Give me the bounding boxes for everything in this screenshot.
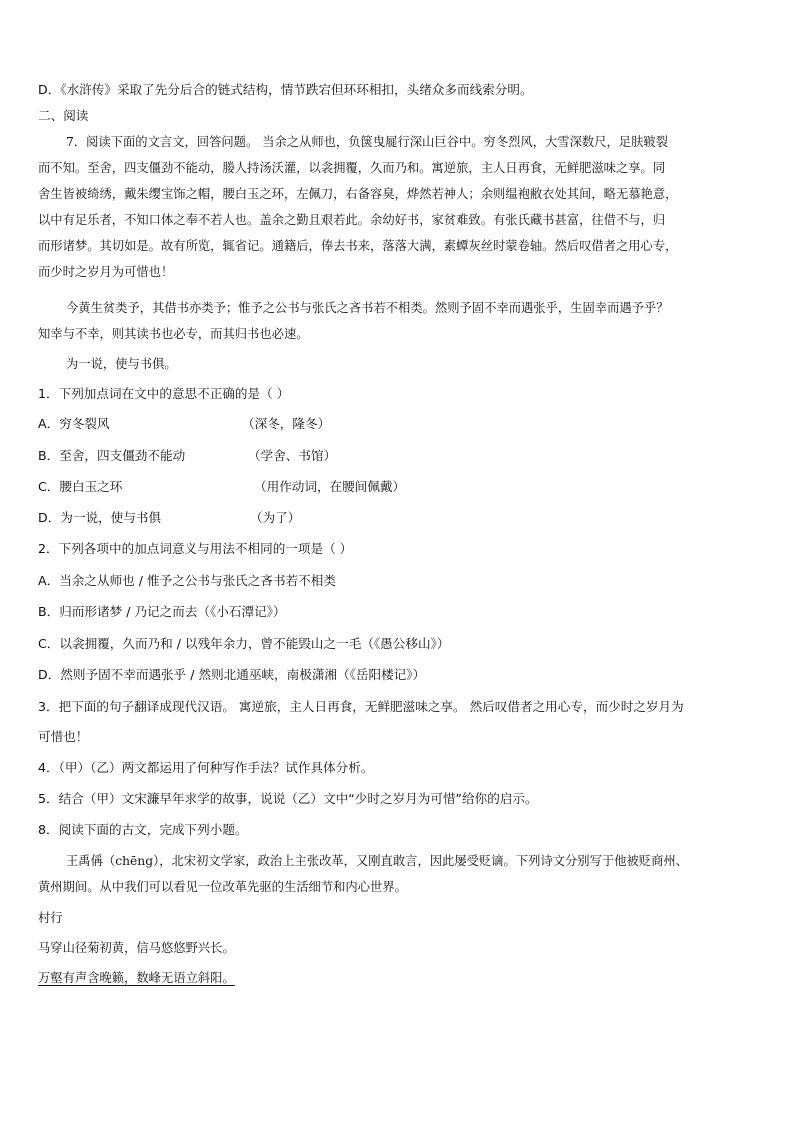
question-1: 1．下列加点词在文中的意思不正确的是（ ） [38,386,290,401]
passage-7-line: 而不知。至舍，四支僵劲不能动，媵人持汤沃灌，以衾拥覆，久而乃和。寓逆旅，主人日再食，无鲜肥滋味之享。同 [38,161,666,175]
q2-option-d: D．然则予固不幸而遇张乎 / 然则北通巫峡，南极潇湘（《岳阳楼记》） [38,667,426,682]
q1-option-c-note: （用作动词，在腰间佩戴） [254,479,406,494]
passage-7-line: 知幸与不幸，则其读书也必专，而其归书也必速。 [38,327,309,341]
question-4: 4．（甲）（乙）两文都运用了何种写作手法？试作具体分析。 [38,760,374,775]
poem-line: 马穿山径菊初黄，信马悠悠野兴长。 [38,941,235,955]
passage-7-line: 以中有足乐者，不知口体之奉不若人也。盖余之勤且艰若此。余幼好书，家贫难致。有张氏藏书甚富，往借不与，归 [38,213,666,227]
section-heading-reading: 二、阅读 [38,108,89,123]
poem-line-underlined: 万壑有声含晚籁，数峰无语立斜阳。 [38,971,235,985]
q1-option-a: A．穷冬裂风 [38,416,110,431]
intro-8-line: 王禹偁（chēng），北宋初文学家，政治上主张改革，又刚直敢言，因此屡受贬谪。下列诗文分别写于他被贬商州、 [66,854,688,868]
q1-option-d-note: （为了） [250,510,301,525]
q2-option-a: A．当余之从师也 / 惟予之公书与张氏之吝书若不相类 [38,573,336,588]
passage-7-line: 今黄生贫类予，其借书亦类予；惟予之公书与张氏之吝书若不相类。然则予固不幸而遇张乎，生固幸而遇予乎？ [66,301,669,315]
q2-option-c: C．以衾拥覆，久而乃和 / 以残年余力，曾不能毁山之一毛（《愚公移山》） [38,636,450,651]
poem-title: 村行 [38,911,63,925]
question-3-cont: 可惜也！ [38,729,89,744]
passage-7-line: 而形诸梦。其切如是。故有所览，辄省记。通籍后，俸去书来，落落大满，素蟫灰丝时蒙卷轴。然后叹借者之用心专， [38,239,678,253]
q1-option-a-note: （深冬，隆冬） [242,416,331,431]
option-d-text: D．《水浒传》采取了先分后合的链式结构，情节跌宕但环环相扣，头绪众多而线索分明。 [38,82,533,97]
question-8: 8．阅读下面的古文，完成下列小题。 [38,822,248,837]
passage-7-line: 为一说，使与书俱。 [66,357,177,371]
q2-option-b: B．归而形诸梦 / 乃记之而去（《小石潭记》） [38,604,286,619]
passage-7-line: 7．阅读下面的文言文，回答问题。 当余之从师也，负箧曳屣行深山巨谷中。穷冬烈风，大雪深数尺，足肤皲裂 [66,135,668,149]
q1-option-b: B．至舍，四支僵劲不能动 [38,448,186,463]
q1-option-c: C．腰白玉之环 [38,479,123,494]
question-2: 2．下列各项中的加点词意义与用法不相同的一项是（ ） [38,541,353,556]
q1-option-d: D．为一说，使与书俱 [38,510,162,525]
question-3: 3．把下面的句子翻译成现代汉语。 寓逆旅，主人日再食，无鲜肥滋味之享。 然后叹借者之用心专，而少时之岁月为 [38,699,684,714]
q1-option-b-note: （学舍、书馆） [248,448,337,463]
passage-7-line: 舍生皆被绮绣，戴朱缨宝饰之帽，腰白玉之环，左佩刀，右备容臭，烨然若神人；余则缊袍敝衣处其间，略无慕艳意， [38,187,678,201]
question-5: 5．结合（甲）文宋濂早年求学的故事，说说（乙）文中“少时之岁月为可惜”给你的启示。 [38,791,538,806]
passage-7-line: 而少时之岁月为可惜也！ [38,265,174,279]
intro-8-line: 黄州期间。从中我们可以看见一位改革先驱的生活细节和内心世界。 [38,880,407,894]
